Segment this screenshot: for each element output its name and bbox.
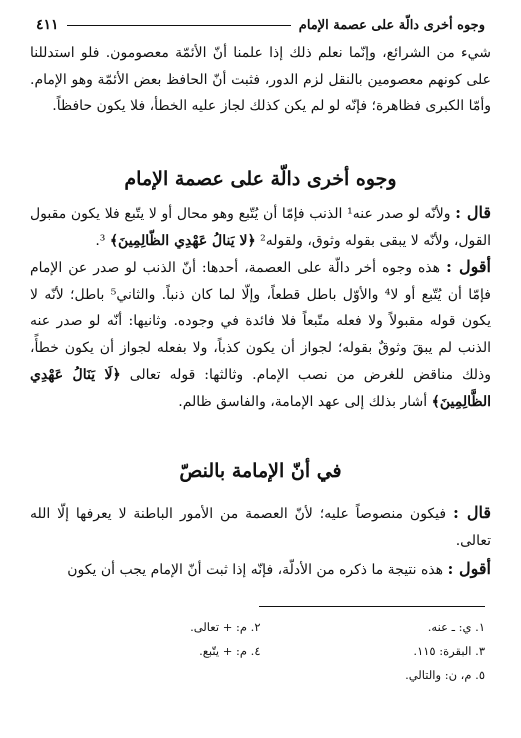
section-title-infallibility: وجوه أخرى دالّة على عصمة الإمام [124,168,397,190]
qal-text: فيكون منصوصاً عليه؛ لأنّ العصمة من الأمور الباطنة لا يعرفها إلّا الله تعالى. [30,506,491,549]
footnote-rule [259,606,485,607]
footnote-4: ٤. م: + يتّبع. [199,644,261,658]
aqul-text-2: أشار بذلك إلى عهد الإمامة، والفاسق ظالم. [178,393,432,410]
aqul-text-1: هذه وجوه أخر دالّة على العصمة، أحدها: أنّ الذنب لو صدر عن الإمام فإمّا أن يُتّبع أو لا⁴ والأوّل باطل قطعاً، وإلّا لما كان ذنباً. والثاني⁵ باطل؛ لأنّه لا يكون قوله مقبولاً ولا فعله متّبعاً فلا فائدة في وجوده. وثانيها: أنّه لو صدر عنه الذنب لم يبقَ وثوقٌ بقوله؛ لجواز أن يكون كذباً، ولا بفعله لجواز أن يكون خطأً، وذلك مناقض للغرض من نصب الإمام. وثالثها: قوله تعالى [30,260,492,383]
intro-paragraph: شيء من الشرائع، وإنّما نعلم ذلك إذا علمنا أنّ الأئمّة معصومون. فلو استدللنا على كونهم معصومين بالنقل لزم الدور، فثبت أنّ الحافظ بعض الأئمّة وهو الإمام. وأمّا الكبرى فظاهرة؛ فإنّه لو لم يكن كذلك لجاز عليه الخطأ، فلا يكون حافظاً. [30,45,491,115]
running-header [36,14,485,36]
aqul-lead: أقول : [447,559,491,578]
aqul-paragraph-2 [30,556,491,584]
footnotes [36,616,485,686]
page-number: ٤١١ [36,17,59,33]
aqul-text: هذه نتيجة ما ذكره من الأدلّة، فإنّه إذا ثبت أنّ الإمام يجب أن يكون [67,562,444,578]
footnote-3: ٣. البقرة: ١١٥. [413,644,485,658]
qal-lead: قال : [455,203,492,222]
header-rule [67,25,291,26]
footnote-1: ١. ي: ـ عنه. [427,620,485,634]
quran-verse: ﴿لَا يَنَالُ عَهْدِي الظَّالِمِينَ﴾ [30,366,491,410]
quran-verse: ﴿لا يَنالُ عَهْدِي الظّالِمِينَ﴾ [109,232,256,249]
footnote-ref: ³. [95,232,110,249]
aqul-lead: أقول : [446,257,491,276]
footnote-5: ٥. م، ن: والتالي. [405,668,485,682]
running-title: وجوه أخرى دالّة على عصمة الإمام [298,17,485,33]
qal-paragraph-1 [30,200,491,254]
section-title-designation: في أنّ الإمامة بالنصّ [179,460,342,482]
qal-lead: قال : [452,503,491,522]
qal-paragraph-2 [30,500,491,554]
aqul-paragraph-1 [30,254,491,415]
qal-text: ولأنّه لو صدر عنه¹ الذنب فإمّا أن يُتّبع وهو محال أو لا يتّبع فلا يكون مقبول القول، ولأنّه لا يبقى بقوله وثوق، ولقوله² [30,206,491,249]
footnote-2: ٢. م: + تعالى. [190,620,261,634]
